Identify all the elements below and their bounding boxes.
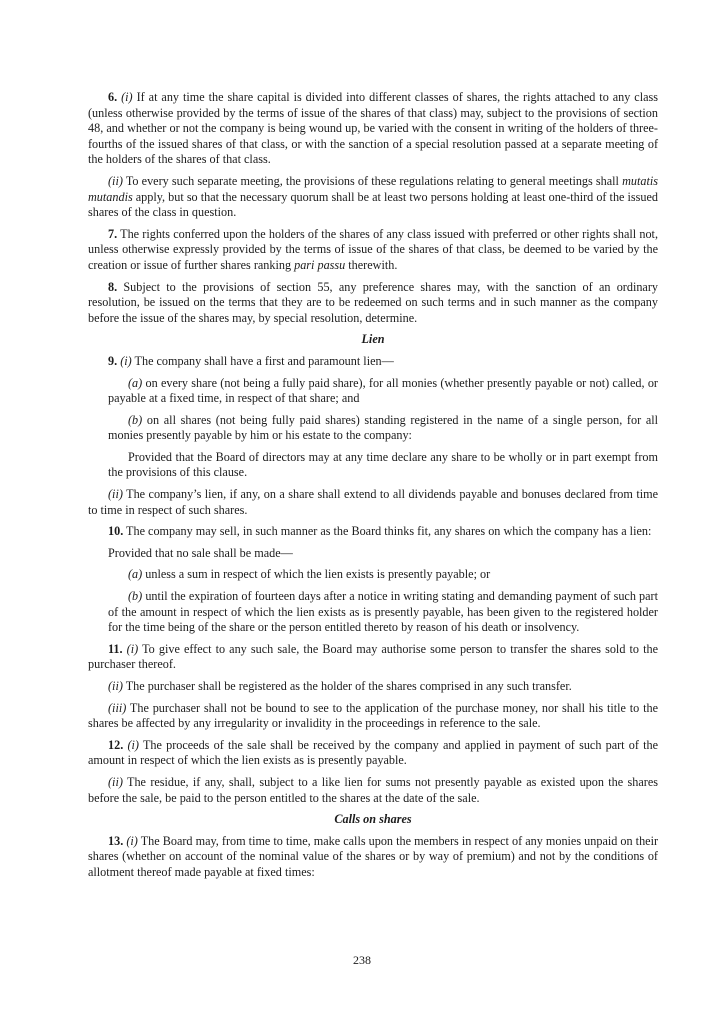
sub-clause-marker: (a) bbox=[128, 375, 143, 390]
clause-text: The purchaser shall be registered as the holder of the shares comprised in any such transfer. bbox=[122, 679, 572, 693]
sub-clause-marker: (i) bbox=[126, 833, 138, 848]
sub-clause-marker: (iii) bbox=[108, 700, 127, 715]
clause-number: 9. bbox=[108, 353, 118, 368]
clause-number: 12. bbox=[108, 737, 124, 752]
clause-text: To give effect to any such sale, the Board may authorise some person to transfer the shares sold to the purchaser thereof. bbox=[88, 641, 658, 672]
clause-text: If at any time the share capital is divided into different classes of shares, the rights attached to any class (unless otherwise provided by the terms of issue of the shares of that class) may, subject to the provisions of section 48, and whether or not the company is being wound up, be varied with the consent in writing of the holders of three-fourths of the issued shares of that class, or with the sanction of a special resolution passed at a separate meeting of the holders of the shares of that class. bbox=[88, 90, 658, 167]
clause-11-iii bbox=[88, 701, 658, 732]
sub-clause-marker: (ii) bbox=[108, 487, 123, 502]
clause-11-ii bbox=[88, 679, 658, 695]
clause-text: therewith. bbox=[345, 257, 398, 272]
sub-clause-marker: (i) bbox=[127, 737, 139, 752]
clause-text: The company shall have a first and paramount lien— bbox=[131, 353, 394, 368]
sub-clause-marker: (ii) bbox=[108, 173, 123, 188]
section-heading-lien: Lien bbox=[361, 332, 385, 347]
clause-text: The company may sell, in such manner as the Board thinks fit, any shares on which the company has a lien: bbox=[123, 524, 652, 539]
clause-10-b bbox=[88, 589, 658, 636]
document-body bbox=[88, 90, 658, 887]
clause-text: on all shares (not being fully paid shares) standing registered in the name of a single person, for all monies presently payable by him or his estate to the company: bbox=[108, 412, 658, 443]
clause-10-a bbox=[88, 567, 658, 583]
clause-text: The proceeds of the sale shall be received by the company and applied in payment of such part of the amount in respect of which the lien exists as is presently payable. bbox=[88, 737, 659, 768]
clause-9-i bbox=[88, 354, 658, 370]
sub-clause-marker: (i) bbox=[126, 641, 139, 656]
clause-text: To every such separate meeting, the provisions of these regulations relating to general meetings shall bbox=[122, 173, 623, 188]
clause-text: The rights conferred upon the holders of the shares of any class issued with preferred or other rights shall not, unless otherwise expressly provided by the terms of issue of the shares of that class, be deemed to be varied by the creation or issue of further shares ranking bbox=[88, 226, 658, 272]
clause-text: apply, but so that the necessary quorum shall be at least two persons holding at least one-third of the issued shares of the class in question. bbox=[88, 189, 658, 220]
clause-9-a bbox=[88, 376, 658, 407]
clause-6-i bbox=[88, 90, 658, 168]
clause-number: 8. bbox=[108, 279, 118, 294]
sub-clause-marker: (b) bbox=[128, 589, 143, 604]
clause-text: The purchaser shall not be bound to see to the application of the purchase money, nor shall his title to the shares be affected by any irregularity or invalidity in the proceedings in reference to the sale. bbox=[88, 700, 658, 731]
clause-text: on every share (not being a fully paid share), for all monies (whether presently payable or not) called, or payable at a fixed time, in respect of that share; and bbox=[108, 375, 658, 406]
clause-number: 11. bbox=[108, 641, 123, 656]
sub-clause-marker: (a) bbox=[128, 567, 143, 582]
clause-9-ii bbox=[88, 487, 658, 518]
clause-text: The Board may, from time to time, make calls upon the members in respect of any monies unpaid on their shares (whether on account of the nominal value of the shares or by way of premium) and not by the conditions of allotment thereof made payable at fixed times: bbox=[88, 833, 659, 879]
clause-number: 6. bbox=[108, 90, 118, 104]
clause-number: 7. bbox=[108, 226, 118, 241]
clause-text: Subject to the provisions of section 55, any preference shares may, with the sanction of an ordinary resolution, be issued on the terms that they are to be redeemed on such terms and in such manner as the company before the issue of the shares may, by special resolution, determine. bbox=[88, 279, 658, 325]
clause-10 bbox=[88, 524, 658, 540]
section-heading-calls: Calls on shares bbox=[334, 812, 412, 827]
sub-clause-marker: (b) bbox=[128, 412, 143, 427]
clause-text: unless a sum in respect of which the lien exists is presently payable; or bbox=[142, 567, 491, 582]
page-number: 238 bbox=[353, 953, 371, 967]
latin-phrase: mutatis mutandis bbox=[88, 173, 658, 204]
sub-clause-marker: (ii) bbox=[108, 774, 123, 789]
sub-clause-marker: (i) bbox=[121, 90, 133, 104]
sub-clause-marker: (i) bbox=[120, 353, 132, 368]
clause-text: The residue, if any, shall, subject to a like lien for sums not presently payable as existed upon the shares before the sale, be paid to the person entitled to the shares at the date of the sale. bbox=[88, 774, 658, 805]
clause-13-i bbox=[88, 834, 658, 881]
clause-text: until the expiration of fourteen days after a notice in writing stating and demanding payment of such part of the amount in respect of which the lien exists as is presently payable, has been given to the registered holder for the time being of the share or the person entitled thereto by reason of his death or insolvency. bbox=[108, 589, 658, 635]
latin-phrase: pari passu bbox=[294, 257, 346, 272]
sub-clause-marker: (ii) bbox=[108, 679, 123, 693]
clause-6-ii bbox=[88, 174, 658, 221]
clause-7 bbox=[88, 227, 658, 274]
clause-text: The company’s lien, if any, on a share shall extend to all dividends payable and bonuses declared from time to time in respect of such shares. bbox=[88, 487, 658, 517]
clause-12-ii bbox=[88, 775, 658, 806]
clause-9-b bbox=[88, 413, 658, 444]
clause-12-i bbox=[88, 738, 658, 769]
clause-8 bbox=[88, 280, 658, 327]
clause-11-i bbox=[88, 642, 658, 673]
clause-number: 10. bbox=[108, 524, 124, 539]
clause-number: 13. bbox=[108, 833, 124, 848]
clause-9-proviso: Provided that the Board of directors may at any time declare any share to be wholly or in part exempt from the provisions of this clause. bbox=[108, 449, 658, 480]
clause-10-proviso: Provided that no sale shall be made— bbox=[108, 545, 293, 560]
